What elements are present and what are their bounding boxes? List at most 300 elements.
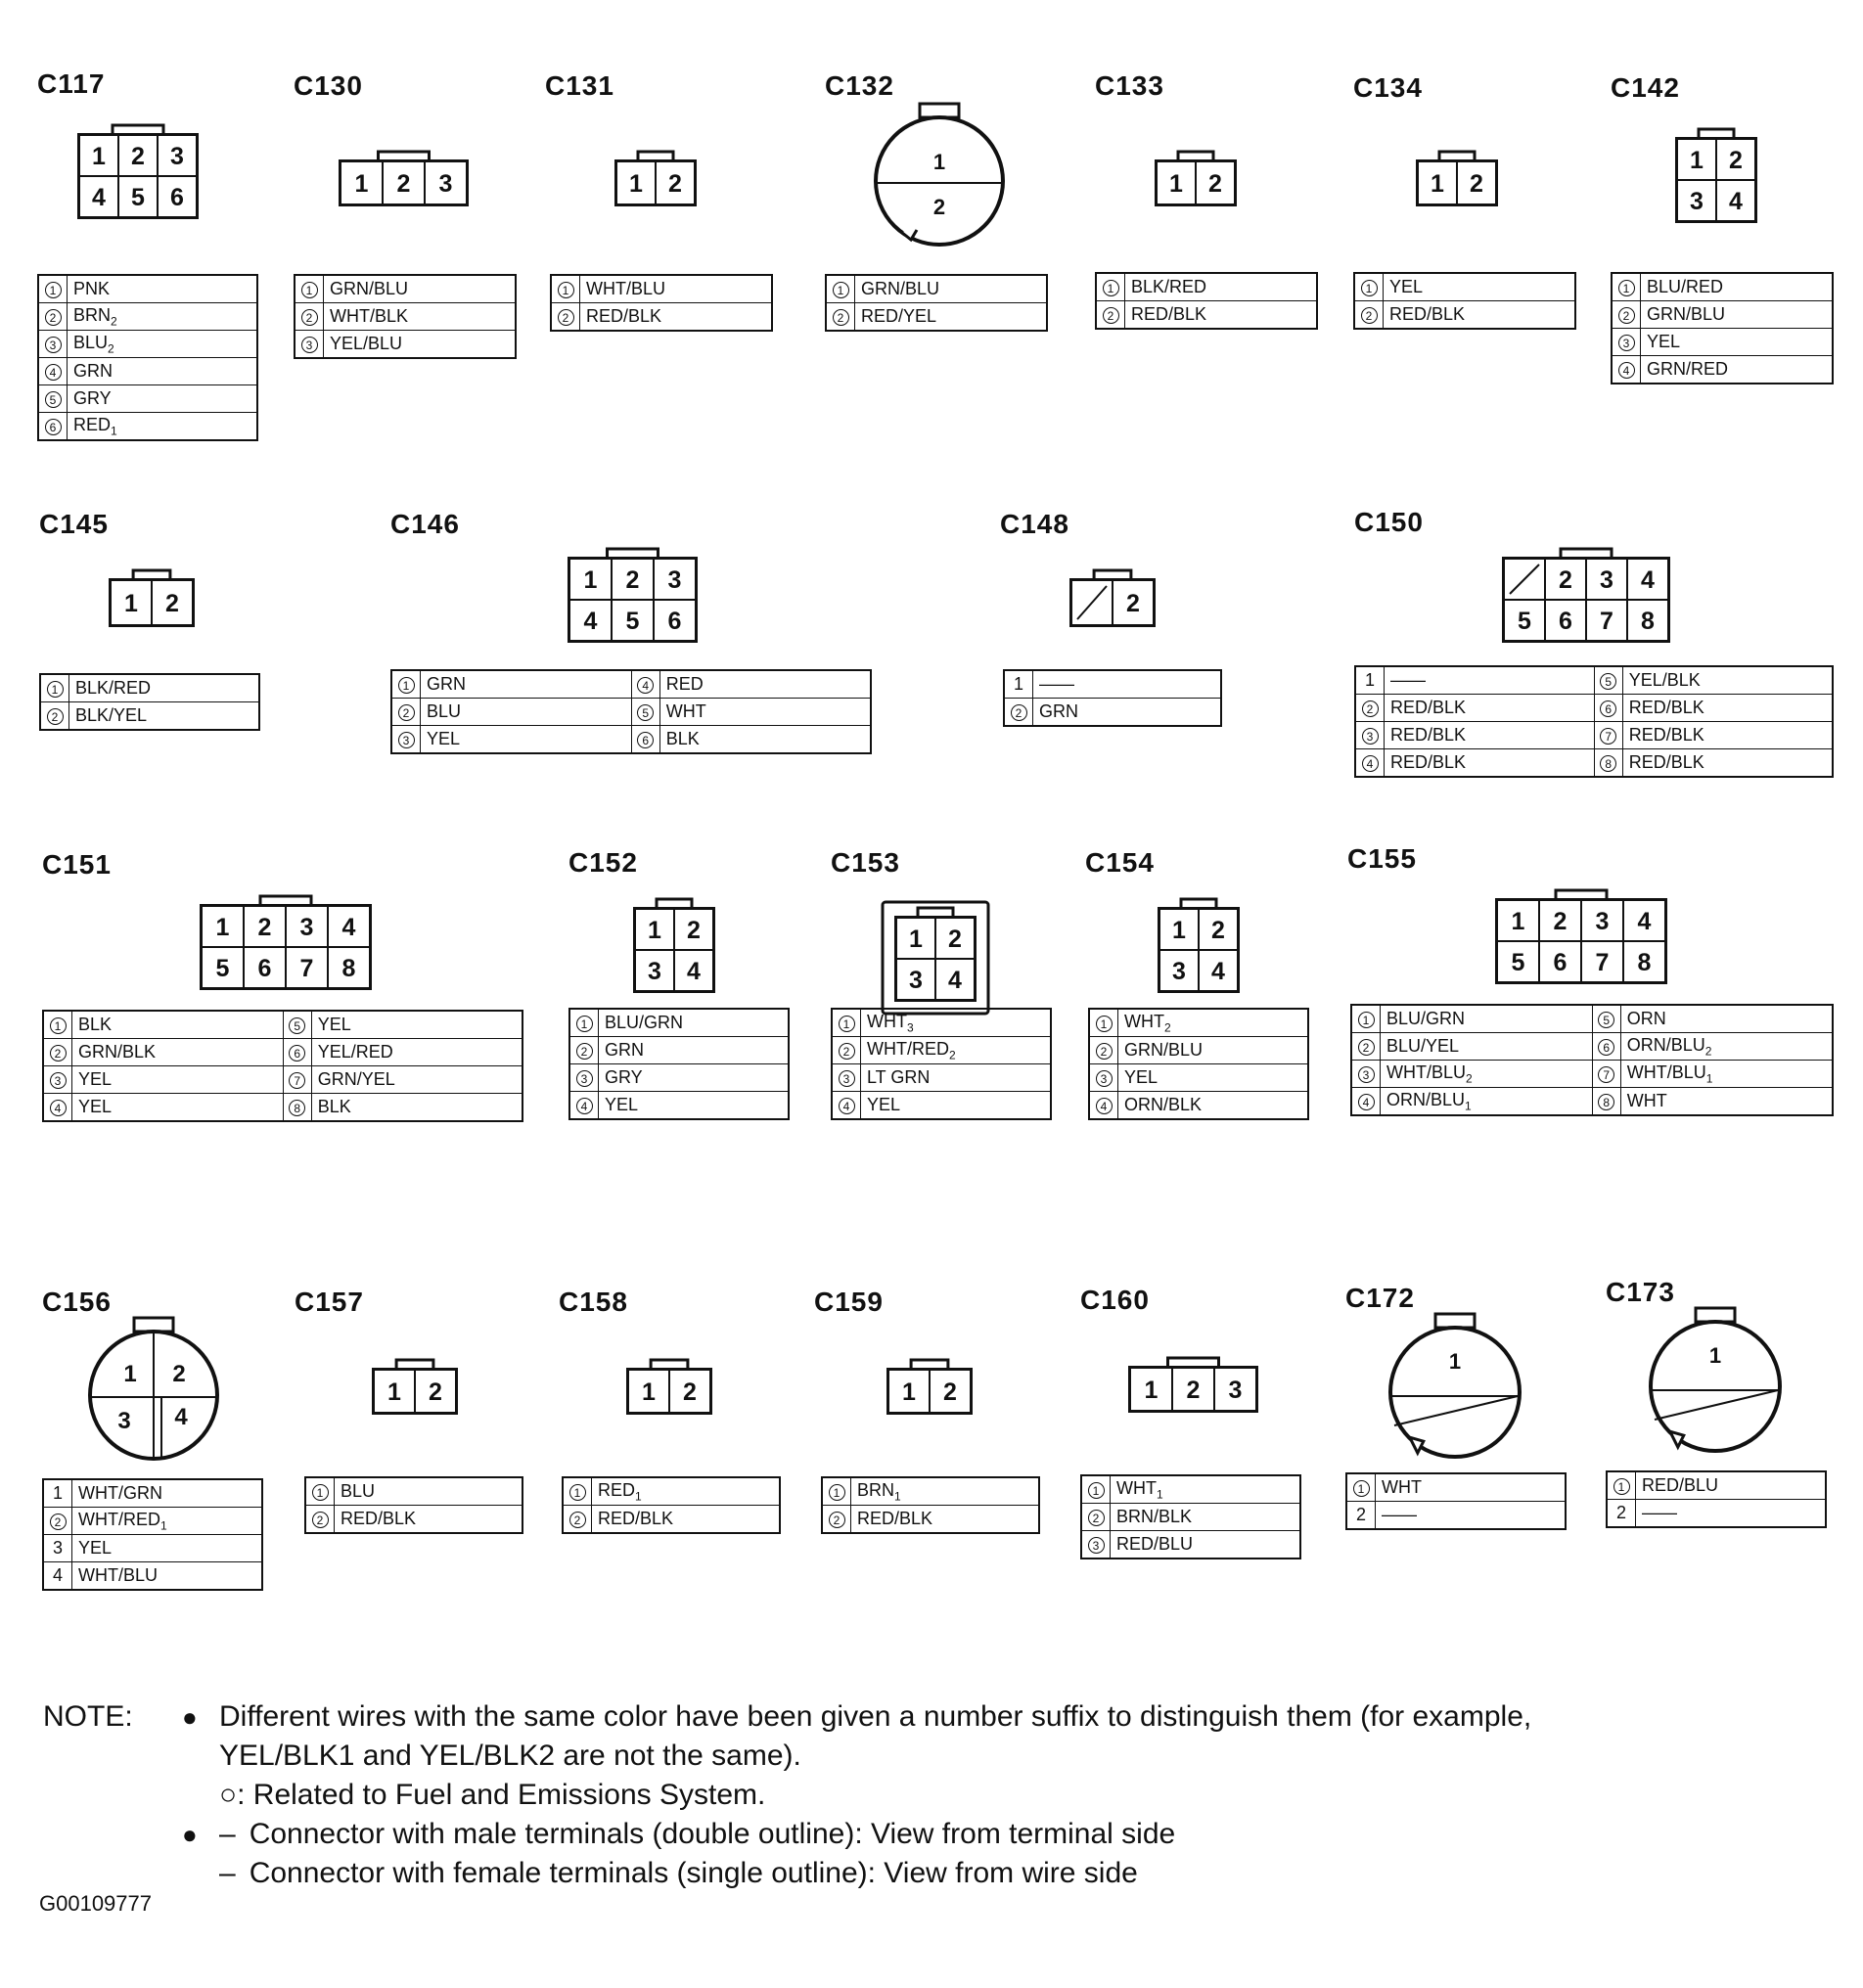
terminal-number-cell [1346,1502,1376,1530]
wire-color-cell: RED [659,670,871,699]
circled-number-icon: 3 [576,1070,593,1087]
terminal-number: 6 [1559,608,1572,635]
table-row [38,358,257,385]
wire-color-cell: GRN [1033,699,1222,727]
circled-number-icon: 5 [1598,1012,1614,1028]
terminal-number-cell [38,303,68,331]
table-row [305,1477,523,1506]
connector-body [876,117,1003,245]
terminal-number: 2 [948,926,962,953]
wire-color-cell: YEL [311,1011,523,1039]
table-row [826,275,1047,303]
wire-color-cell: YEL/BLK [1622,666,1833,695]
wire-color-table [39,673,260,731]
connector-id: C131 [545,70,614,101]
wire-color-cell: BLK/RED [1125,273,1318,301]
circled-number-icon: 6 [45,419,62,435]
circled-number-icon: 1 [833,282,849,298]
latch-tab [1435,1314,1475,1328]
table-row [1351,1088,1833,1116]
table-row [1351,1033,1833,1061]
circled-number-icon: 1 [558,282,574,298]
circled-number-icon: 2 [1361,307,1378,324]
connector-face-diagram [108,567,196,628]
wire-color-cell: WHT [659,699,871,726]
table-row [43,1479,262,1508]
wire-color-cell: RED/BLK [1385,695,1595,722]
circled-number-icon: 3 [1618,335,1635,351]
note-line-2: YEL/BLK1 and YEL/BLK2 are not the same). [219,1740,801,1772]
terminal-number-cell [551,303,580,332]
connector-id: C145 [39,509,109,539]
table-row [43,1562,262,1591]
terminal-number-cell [43,1535,72,1562]
connector-face-diagram [199,893,373,991]
terminal-number: 1 [1448,1349,1462,1374]
wire-color-cell: RED/BLK [1125,301,1318,330]
terminal-number-cell [43,1508,72,1535]
terminal-number-cell [1081,1475,1111,1504]
table-row [391,670,871,699]
terminal-number: 2 [172,1361,186,1387]
terminal-number: 3 [1228,1377,1243,1404]
circled-number-icon: 2 [1011,704,1027,721]
terminal-number-cell [1592,1005,1620,1033]
terminal-number-cell [832,1037,861,1064]
connector-id: C134 [1353,72,1423,103]
table-row [1351,1005,1833,1033]
table-row [569,1092,789,1120]
circled-number-icon: 1 [829,1484,845,1501]
wire-color-cell: RED/BLK [851,1506,1040,1534]
latch-tab [920,104,959,117]
table-row [43,1535,262,1562]
table-row [38,385,257,413]
terminal-number: 2 [429,1378,442,1406]
wire-color-table [1350,1004,1834,1116]
wire-color-cell: ORN [1620,1005,1833,1033]
table-row [391,726,871,754]
terminal-number: 1 [1013,674,1023,694]
terminal-number-cell [1004,670,1033,699]
wire-color-cell: GRN [421,670,632,699]
terminal-number-cell [832,1064,861,1092]
terminal-number: 1 [648,917,661,944]
terminal-number: 3 [648,958,661,985]
terminal-number: 1 [124,590,138,617]
terminal-number: 5 [131,184,145,211]
wire-color-cell: YEL [72,1094,284,1122]
terminal-number: 1 [909,926,923,953]
terminal-number: 4 [583,608,598,635]
wire-color-table [568,1008,790,1120]
connector-id: C158 [559,1287,628,1317]
wire-color-cell: WHT/BLK [324,303,517,331]
wire-color-cell: YEL [1384,273,1576,301]
terminal-number-cell [1096,273,1125,301]
connector-face-diagram [1154,149,1238,207]
terminal-number-cell [1607,1471,1636,1500]
wire-color-table [294,274,517,359]
terminal-number-cell [832,1092,861,1120]
terminal-number: 1 [1511,908,1525,935]
table-row [40,674,259,702]
wire-color-cell: WHT/BLU [72,1562,263,1591]
terminal-number-cell [1351,1061,1381,1088]
notes-section [43,1697,1843,1893]
terminal-number: 2 [1553,908,1568,935]
terminal-number: 1 [583,566,598,594]
circled-number-icon: 2 [301,309,318,326]
table-row [832,1092,1051,1120]
connector-id: C142 [1611,72,1680,103]
table-row [391,699,871,726]
wire-color-cell: RED/BLK [1384,301,1576,330]
note-line-3: ○: Related to Fuel and Emissions System. [219,1779,766,1811]
wire-color-table [1353,272,1576,330]
table-row [1354,301,1575,330]
circled-number-icon: 2 [576,1043,593,1060]
table-row [305,1506,523,1534]
circled-number-icon: 4 [1358,1094,1375,1110]
connector-face-diagram [1157,896,1241,994]
wire-color-cell: $WHT_2$ [1118,1009,1309,1037]
circled-number-icon: 1 [1353,1480,1370,1497]
terminal-number-cell [305,1506,335,1534]
terminal-number-cell [631,699,659,726]
circled-number-icon: 1 [1613,1478,1630,1495]
wire-color-cell: YEL [421,726,632,754]
circled-number-icon: 1 [1103,280,1119,296]
note-line-4-wrap [219,1815,1175,1854]
circled-number-icon: 6 [637,732,654,748]
circled-number-icon: 2 [1096,1043,1113,1060]
terminal-number: 3 [299,914,314,941]
table-row [38,303,257,331]
circled-number-icon: 3 [1358,1066,1375,1083]
terminal-number-cell [40,702,69,731]
terminal-number-cell [1089,1009,1118,1037]
connector-face-diagram [371,1357,459,1416]
wire-color-cell: BLU [335,1477,523,1506]
terminal-number: 2 [1186,1377,1201,1404]
connector-id: C157 [295,1287,364,1317]
circled-number-icon: 4 [637,677,654,694]
terminal-number-cell [1351,1088,1381,1116]
wire-color-table [550,274,773,332]
wire-color-table [304,1476,523,1534]
circled-number-icon: 5 [289,1017,305,1034]
connector-face-diagram [1127,1355,1259,1414]
circled-number-icon: 7 [1598,1066,1614,1083]
table-row [1351,1061,1833,1088]
circled-number-icon: 3 [50,1072,67,1089]
table-row [569,1037,789,1064]
circled-number-icon: 2 [829,1512,845,1528]
wire-color-cell: PNK [68,275,258,303]
terminal-number: 3 [1172,958,1186,985]
connector-id: C153 [831,847,900,878]
terminal-number-cell [822,1506,851,1534]
connector-id: C156 [42,1287,112,1317]
table-row [822,1506,1039,1534]
table-row [826,303,1047,332]
terminal-number: 1 [902,1378,916,1406]
wire-color-cell: RED/BLK [580,303,773,332]
terminal-number-cell [295,275,324,303]
circled-number-icon: 4 [576,1098,593,1114]
circled-number-icon: 5 [637,704,654,721]
wire-color-cell: LT GRN [861,1064,1052,1092]
terminal-number-cell [391,699,421,726]
terminal-number: 1 [642,1378,656,1406]
wire-color-cell: GRN/BLU [855,275,1048,303]
wire-color-cell: WHT/$RED_2$ [861,1037,1052,1064]
terminal-number: 4 [687,958,701,985]
wire-color-table [42,1010,523,1122]
figure-code: G00109777 [39,1891,152,1916]
wire-color-table [821,1476,1040,1534]
connector-id: C155 [1347,843,1417,874]
wire-color-cell: BLK [311,1094,523,1122]
wire-color-table [1611,272,1834,384]
wire-color-cell: RED/BLK [1622,749,1833,778]
circled-number-icon: 7 [289,1072,305,1089]
terminal-number: 2 [1126,590,1140,617]
terminal-number-cell [1089,1092,1118,1120]
terminal-number-cell [283,1011,311,1039]
circled-number-icon: 3 [1096,1070,1113,1087]
terminal-number: 2 [1729,147,1743,174]
terminal-number: 4 [92,184,106,211]
circled-number-icon: 3 [398,732,415,748]
connector-face-diagram [870,102,1009,252]
dash-icon: – [219,1818,236,1850]
terminal-number: 1 [932,150,946,174]
table-row [832,1009,1051,1037]
terminal-number-cell [1096,301,1125,330]
wire-color-cell: WHT/GRN [72,1479,263,1508]
latch-tab [134,1318,173,1332]
key-notch [1410,1437,1424,1453]
terminal-number: 2 [257,914,272,941]
terminal-number: 2 [1470,170,1483,198]
table-row [569,1009,789,1037]
connector-id: C152 [568,847,638,878]
terminal-number-cell [569,1037,599,1064]
wire-color-cell: $RED_1$ [68,413,258,441]
circled-number-icon: 4 [1362,755,1379,772]
wire-color-table [562,1476,781,1534]
table-row [43,1508,262,1535]
terminal-number-cell [1612,356,1641,384]
wire-color-cell: —— [1385,666,1595,695]
table-row [569,1064,789,1092]
terminal-number-cell [1612,301,1641,329]
terminal-number: 2 [668,170,682,198]
terminal-number: 1 [387,1378,401,1406]
table-row [1612,356,1833,384]
terminal-number: 4 [1637,908,1652,935]
terminal-number: 5 [1518,608,1531,635]
terminal-number: 4 [1729,188,1743,215]
wire-color-cell: GRN/BLU [1118,1037,1309,1064]
wire-color-cell: RED/BLU [1111,1531,1301,1559]
wire-color-cell: YEL [861,1092,1052,1120]
circled-number-icon: 2 [1362,700,1379,717]
wire-color-table [825,274,1048,332]
wire-color-cell: $BRN_1$ [851,1477,1040,1506]
terminal-number: 3 [52,1538,63,1558]
circled-number-icon: 1 [1088,1482,1105,1499]
wire-color-table [1354,665,1834,778]
terminal-number: 1 [1708,1343,1722,1368]
terminal-number-cell [43,1039,72,1066]
circled-number-icon: 2 [398,704,415,721]
connector-id: C160 [1080,1285,1150,1315]
wire-color-cell: GRN/RED [1641,356,1834,384]
terminal-number: 3 [1690,188,1704,215]
circled-number-icon: 2 [839,1043,855,1060]
terminal-number-cell [631,726,659,754]
terminal-number: 2 [932,195,946,219]
connector-id: C173 [1606,1277,1675,1307]
terminal-number: 1 [629,170,643,198]
wire-color-cell: BLU/RED [1641,273,1834,301]
table-row [1089,1064,1308,1092]
connector-face-diagram [76,122,200,220]
wire-color-cell: YEL [1641,329,1834,356]
circled-number-icon: 1 [1358,1012,1375,1028]
circled-number-icon: 2 [50,1514,67,1530]
table-row [1607,1471,1826,1500]
wire-color-cell: ORN/$BLU_2$ [1620,1033,1833,1061]
table-row [295,275,516,303]
connector-id: C130 [294,70,363,101]
terminal-number-cell [1351,1005,1381,1033]
terminal-number: 1 [1690,147,1704,174]
terminal-number: 5 [625,608,640,635]
circled-number-icon: 1 [312,1484,329,1501]
table-row [40,702,259,731]
terminal-number: 1 [1144,1377,1159,1404]
table-row [1346,1502,1566,1530]
table-row [1346,1473,1566,1502]
wire-color-cell: $WHT_3$ [861,1009,1052,1037]
terminal-number-cell [826,275,855,303]
table-row [1089,1092,1308,1120]
terminal-number: 2 [943,1378,957,1406]
circled-number-icon: 8 [1600,755,1616,772]
terminal-number: 5 [215,955,230,982]
wire-color-cell: YEL/BLU [324,331,517,359]
wire-color-cell: YEL [1118,1064,1309,1092]
circled-number-icon: 2 [312,1512,329,1528]
terminal-number-cell [826,303,855,332]
terminal-number-cell [1594,666,1622,695]
connector-face-diagram [1645,1306,1786,1459]
wire-color-cell: $WHT_1$ [1111,1475,1301,1504]
terminal-number-cell [38,413,68,441]
wire-color-table [1088,1008,1309,1120]
connector-face-diagram [1415,149,1499,207]
circled-number-icon: 2 [1088,1510,1105,1526]
terminal-number-cell [1594,722,1622,749]
circled-number-icon: 1 [1361,280,1378,296]
terminal-number: 6 [667,608,682,635]
terminal-number: 4 [341,914,356,941]
circled-number-icon: 2 [833,309,849,326]
terminal-number: 1 [1364,670,1375,690]
table-row [295,331,516,359]
wire-color-cell: —— [1636,1500,1827,1528]
terminal-number-cell [569,1009,599,1037]
terminal-number-cell [38,275,68,303]
table-row [43,1066,523,1094]
connector-id: C154 [1085,847,1155,878]
wire-color-cell: RED/BLK [335,1506,523,1534]
wire-color-cell: $BRN_2$ [68,303,258,331]
terminal-number-cell [1081,1504,1111,1531]
terminal-number-cell [1089,1037,1118,1064]
wire-color-table [1080,1474,1301,1559]
connector-face-diagram [632,896,716,994]
table-row [43,1011,523,1039]
wire-color-cell: RED/BLK [1385,722,1595,749]
table-row [295,303,516,331]
wire-color-cell: BLK [659,726,871,754]
terminal-number: 2 [1208,170,1222,198]
table-row [563,1477,780,1506]
table-row [822,1477,1039,1506]
table-row [38,275,257,303]
terminal-number-cell [40,674,69,702]
wire-color-cell: BLK [72,1011,284,1039]
table-row [1081,1475,1300,1504]
connector-face-diagram [1068,567,1157,628]
table-row [1081,1504,1300,1531]
circled-number-icon: 2 [45,309,62,326]
terminal-number: 6 [1553,949,1568,976]
wire-color-table [390,669,872,754]
wire-color-cell: GRN/BLK [72,1039,284,1066]
terminal-number-cell [1594,695,1622,722]
wire-color-cell: $BLU_2$ [68,331,258,358]
terminal-number: 2 [1559,566,1572,594]
terminal-number: 2 [1211,917,1225,944]
table-row [563,1506,780,1534]
terminal-number-cell [569,1064,599,1092]
dash-icon: – [219,1857,236,1889]
table-row [1081,1531,1300,1559]
connector-face-diagram [567,546,699,644]
connector-id: C159 [814,1287,884,1317]
terminal-number: 2 [396,170,411,198]
table-row [1607,1500,1826,1528]
connector-face-diagram [886,1357,974,1416]
terminal-number-cell [1081,1531,1111,1559]
connector-face-diagram [84,1316,223,1467]
terminal-number: 7 [299,955,314,982]
wire-color-table [1003,669,1222,727]
table-row [1355,666,1833,695]
terminal-number: 6 [257,955,272,982]
terminal-number-cell [38,358,68,385]
circled-number-icon: 4 [839,1098,855,1114]
circled-number-icon: 3 [1088,1537,1105,1554]
wire-color-cell: WHT/$RED_1$ [72,1508,263,1535]
circled-number-icon: 8 [289,1100,305,1116]
